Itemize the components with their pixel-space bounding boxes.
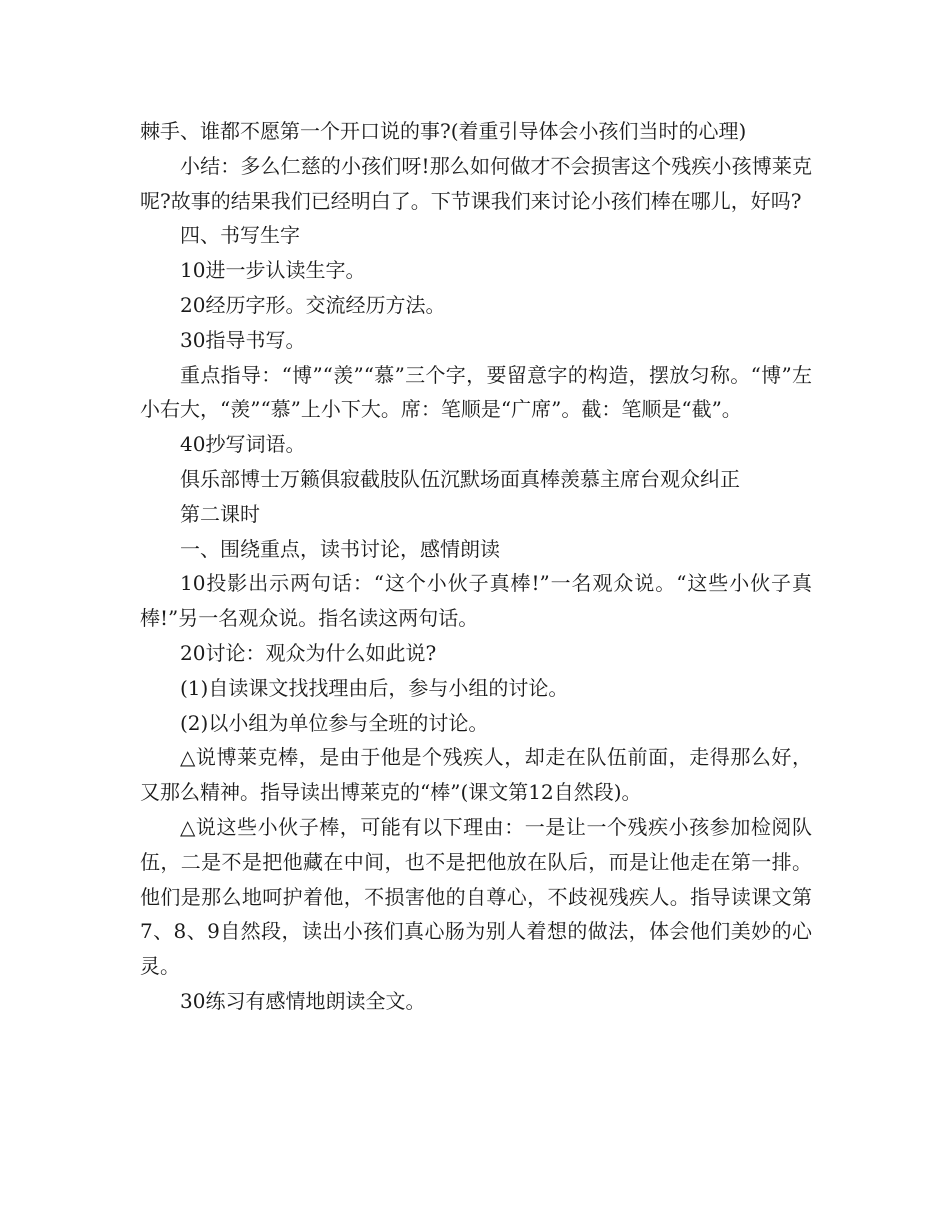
section-heading: 一、围绕重点，读书讨论，感情朗读 — [180, 536, 500, 561]
paragraph: 棘手、谁都不愿第一个开口说的事?(着重引导体会小孩们当时的心理) — [140, 119, 747, 143]
paragraph: 40抄写词语。 — [180, 432, 306, 457]
paragraph: 重点指导：“博”“羡”“慕”三个字，要留意字的构造，摆放匀称。“博”左小右大，“羡”“慕”上小下大。席：笔顺是“广席”。截：笔顺是“截”。 — [140, 362, 812, 422]
paragraph: 20讨论：观众为什么如此说? — [180, 640, 437, 665]
paragraph: 10投影出示两句话：“这个小伙子真棒!”一名观众说。“这些小伙子真棒!”另一名观众说。指名读这两句话。 — [140, 571, 812, 631]
word-list: 俱乐部博士万籁俱寂截肢队伍沉默场面真棒羡慕主席台观众纠正 — [180, 466, 740, 491]
lesson-heading: 第二课时 — [180, 501, 260, 526]
paragraph: △说博莱克棒，是由于他是个残疾人，却走在队伍前面，走得那么好，又那么精神。指导读出博莱克的“棒”(课文第12自然段)。 — [140, 745, 812, 805]
paragraph: △说这些小伙子棒，可能有以下理由：一是让一个残疾小孩参加检阅队伍，二是不是把他藏在中间，也不是把他放在队后，而是让他走在第一排。他们是那么地呵护着他，不损害他的自尊心，不歧视残疾人。指导读课文第7、8、9自然段，读出小孩们真心肠为别人着想的做法，体会他们美妙的心灵。 — [140, 814, 812, 979]
paragraph: (1)自读课文找找理由后，参与小组的讨论。 — [180, 675, 569, 700]
document-body — [140, 114, 812, 1019]
paragraph: (2)以小组为单位参与全班的讨论。 — [180, 710, 489, 735]
paragraph: 小结：多么仁慈的小孩们呀!那么如何做才不会损害这个残疾小孩博莱克呢?故事的结果我们已经明白了。下节课我们来讨论小孩们棒在哪儿，好吗? — [140, 153, 812, 213]
section-heading: 四、书写生字 — [180, 223, 300, 248]
paragraph: 20经历字形。交流经历方法。 — [180, 292, 446, 317]
paragraph: 10进一步认读生字。 — [180, 258, 366, 283]
paragraph: 30指导书写。 — [180, 327, 306, 352]
paragraph: 30练习有感情地朗读全文。 — [180, 988, 426, 1013]
